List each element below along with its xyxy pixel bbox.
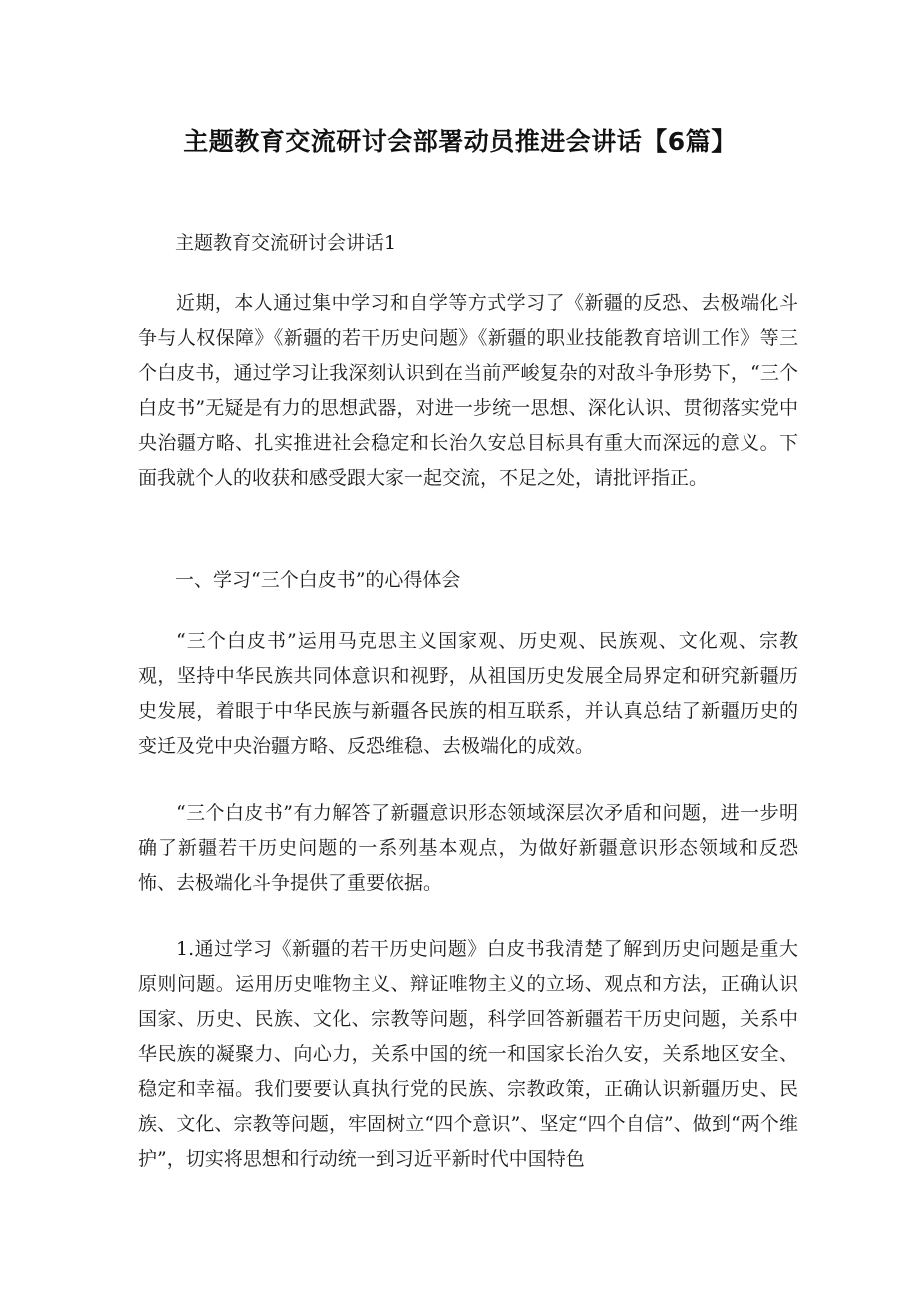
section-heading: 主题教育交流研讨会讲话1: [175, 232, 397, 254]
paragraph-intro: 近期，本人通过集中学习和自学等方式学习了《新疆的反恐、去极端化斗争与人权保障》《新疆的若干历史问题》《新疆的职业技能教育培训工作》等三个白皮书，通过学习让我深刻认识到在当前严峻复杂的对敌斗争形势下，“三个白皮书”无疑是有力的思想武器，对进一步统一思想、深化认识、贯彻落实党中央治疆方略、扎实推进社会稳定和长治久安总目标具有重大而深远的意义。下面我就个人的收获和感受跟大家一起交流，不足之处，请批评指正。: [138, 292, 798, 489]
document-title: 主题教育交流研讨会部署动员推进会讲话【6篇】: [183, 127, 737, 156]
paragraph-white-papers-significance: “三个白皮书”有力解答了新疆意识形态领域深层次矛盾和问题，进一步明确了新疆若干历史问题的一系列基本观点，为做好新疆意识形态领域和反恐怖、去极端化斗争提供了重要依据。: [138, 802, 798, 894]
paragraph-white-papers-overview: “三个白皮书”运用马克思主义国家观、历史观、民族观、文化观、宗教观，坚持中华民族共同体意识和视野，从祖国历史发展全局界定和研究新疆历史发展，着眼于中华民族与新疆各民族的相互联系，并认真总结了新疆历史的变迁及党中央治疆方略、反恐维稳、去极端化的成效。: [138, 630, 798, 757]
subheading-insights: 一、学习“三个白皮书”的心得体会: [175, 569, 461, 591]
paragraph-point-1: 1.通过学习《新疆的若干历史问题》白皮书我清楚了解到历史问题是重大原则问题。运用历史唯物主义、辩证唯物主义的立场、观点和方法，正确认识国家、历史、民族、文化、宗教等问题，科学回答新疆若干历史问题，关系中华民族的凝聚力、向心力，关系中国的统一和国家长治久安，关系地区安全、稳定和幸福。我们要要认真执行党的民族、宗教政策，正确认识新疆历史、民族、文化、宗教等问题，牢固树立“四个意识”、坚定“四个自信”、做到“两个维护”，切实将思想和行动统一到习近平新时代中国特色: [138, 938, 798, 1170]
